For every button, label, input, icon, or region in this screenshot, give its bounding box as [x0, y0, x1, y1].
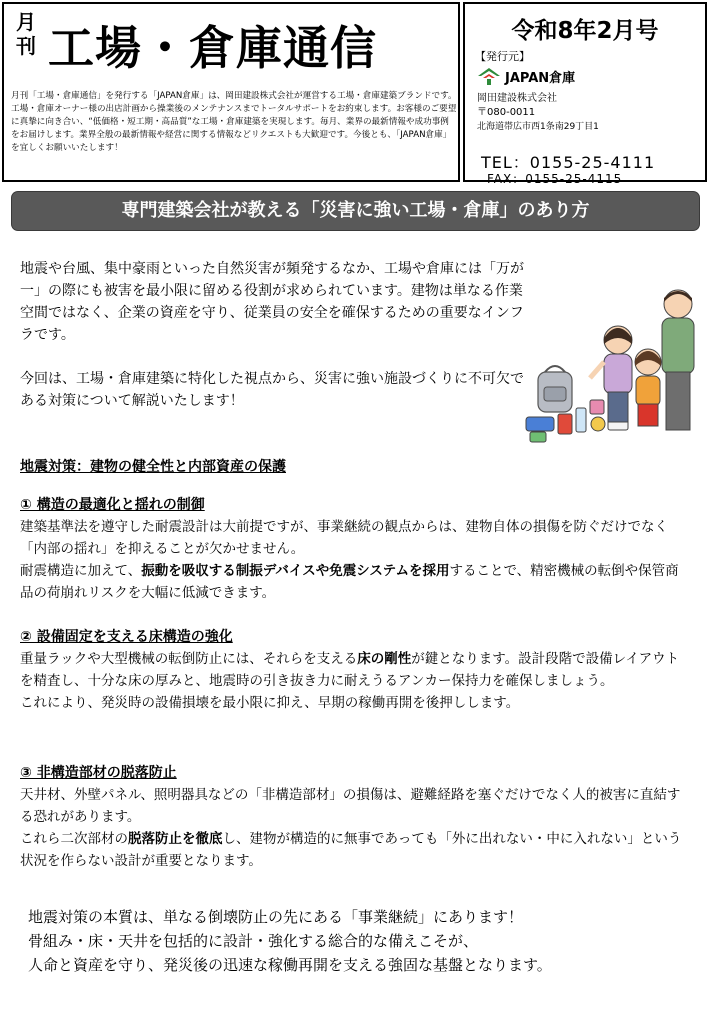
section-3-title: ③ 非構造部材の脱落防止 — [20, 765, 177, 781]
closing-line-3: 人命と資産を守り、発災後の迅速な稼働再開を支える強固な基盤となります。 — [28, 956, 552, 974]
father-figure-icon — [662, 290, 694, 430]
emphasis-text: 脱落防止を徹底 — [128, 831, 223, 847]
section-3 — [20, 762, 690, 872]
section-2-title: ② 設備固定を支える床構造の強化 — [20, 629, 233, 645]
text-run: が鍵となります。設計段階で設備レイアウトを精査し、十分な床の厚みと、地震時の引き抜き力に耐えうるアンカー保持力を確保しましょう。 — [20, 651, 680, 689]
section-1-title: ① 構造の最適化と揺れの制御 — [20, 497, 205, 513]
masthead — [2, 2, 460, 182]
section-heading: 地震対策：建物の健全性と内部資産の保護 — [20, 459, 286, 475]
lead-paragraph-1: 地震や台風、集中豪雨といった自然災害が頻発するなか、工場や倉庫には「万が一」の際にも被害を最小限に留める役割が求められています。建物は単なる作業空間ではなく、企業の資産を守り、従業員の安全を確保するための重要なインフラです。 — [20, 261, 524, 343]
closing-summary — [28, 905, 698, 977]
masthead-intro: 月刊「工場・倉庫通信」を発行する「JAPAN倉庫」は、岡田建設株式会社が運営する工場・倉庫建築ブランドです。工場・倉庫オーナー様の出店計画から操業後のメンテナンスまでトータルサポートをお約束します。お客様のご要望に真摯に向き合い、“低価格・短工期・高品質”な工場・倉庫建築を実現します。毎月、業界の最新情報や成功事例をお届けします。業界全般の最新情報や経営に関する情報などリクエストも大歓迎です。今後とも、「JAPAN倉庫」を宜しくお願いいたします！ — [11, 91, 457, 153]
closing-line-2: 骨組み・床・天井を包括的に設計・強化する総合的な備えこそが、 — [28, 932, 479, 950]
section-1-paragraph-1: 建築基準法を遵守した耐震設計は大前提ですが、事業継続の観点からは、建物自体の損傷を防ぐだけでなく「内部の揺れ」を抑えることが欠かせません。 — [20, 519, 668, 557]
text-run: することで、精密機械の転倒や保管商品の荷崩れリスクを大幅に低減できます。 — [20, 563, 679, 601]
text-run: し、建物が構造的に無事であっても「外に出れない・中に入れない」という状況を作らない設計が重要となります。 — [20, 831, 682, 869]
phone-number: TEL：0155-25-4111 — [481, 153, 656, 172]
family-evacuation-illustration — [520, 282, 705, 447]
company-info — [477, 92, 599, 134]
section-3-paragraph-2 — [20, 828, 690, 872]
publisher-box — [463, 2, 707, 186]
section-2-paragraph-1 — [20, 648, 690, 692]
warehouse-roof-icon — [477, 66, 501, 86]
section-1-paragraph-2 — [20, 560, 690, 604]
emergency-backpack-icon — [538, 366, 572, 412]
issue-date: 令和8年2月号 — [511, 18, 659, 44]
emphasis-text: 振動を吸収する制振デバイスや免震システムを採用 — [141, 563, 450, 579]
child-figure-icon — [635, 349, 661, 426]
lead-text — [20, 258, 530, 412]
section-1 — [20, 494, 690, 604]
postal-code: 〒080-0011 — [477, 107, 536, 118]
article-banner: 専門建築会社が教える「災害に強い工場・倉庫」のあり方 — [12, 192, 699, 230]
newsletter-title: 工場・倉庫通信 — [48, 21, 377, 75]
company-name: 岡田建設株式会社 — [477, 93, 557, 104]
lead-paragraph-2: 今回は、工場・倉庫建築に特化した視点から、災害に強い施設づくりに不可欠である対策について解説いたします！ — [20, 371, 524, 409]
fax-number: FAX：0155-25-4115 — [487, 172, 623, 186]
section-3-paragraph-1: 天井材、外壁パネル、照明器具などの「非構造部材」の損傷は、避難経路を塞ぐだけでなく人的被害に直結する恐れがあります。 — [20, 787, 681, 825]
publisher-tag: 【発行元】 — [475, 50, 530, 63]
text-run: これら二次部材の — [20, 831, 128, 847]
monthly-label: 月刊 — [16, 10, 36, 58]
section-2 — [20, 626, 690, 714]
text-run: 重量ラックや大型機械の転倒防止には、それらを支える — [20, 651, 358, 667]
emphasis-text: 床の剛性 — [357, 651, 412, 667]
closing-line-1: 地震対策の本質は、単なる倒壊防止の先にある「事業継続」にあります！ — [28, 908, 524, 926]
section-2-paragraph-2: これにより、発災時の設備損壊を最小限に抑え、早期の稼働再開を後押しします。 — [20, 695, 520, 711]
text-run: 耐震構造に加えて、 — [20, 563, 142, 579]
logo-text: JAPAN倉庫 — [505, 70, 576, 86]
address: 北海道帯広市西1条南29丁目1 — [477, 122, 599, 132]
japan-souko-logo — [477, 66, 575, 86]
